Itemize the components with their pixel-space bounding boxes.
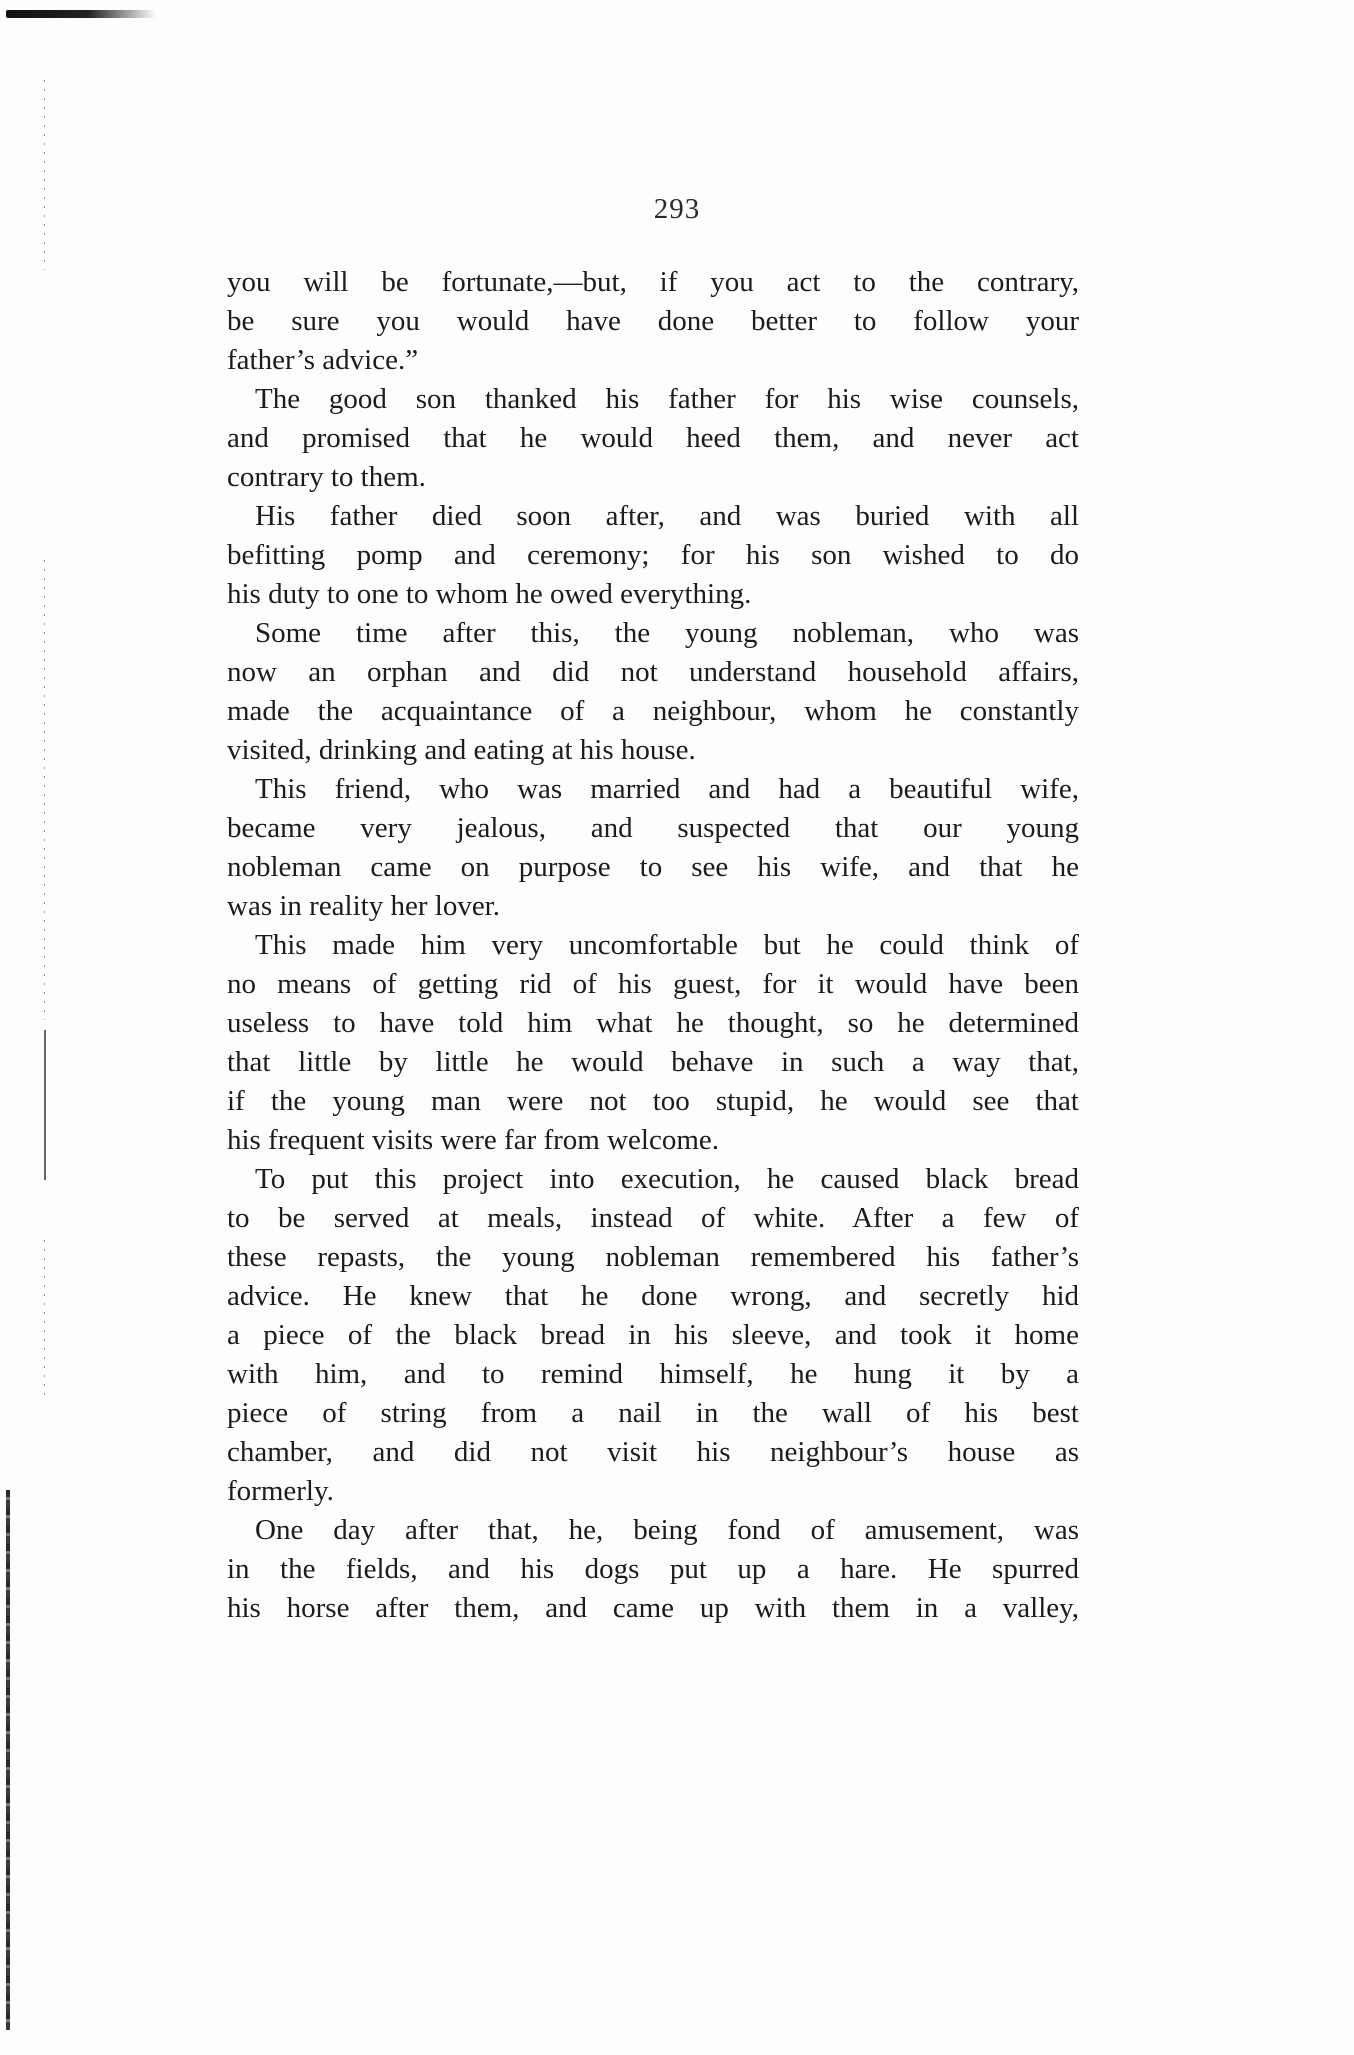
text-line: that little by little he would behave in such a way that, [227, 1046, 1079, 1078]
text-line: with him, and to remind himself, he hung it by a [227, 1358, 1079, 1390]
text-line: visited, drinking and eating at his house. [227, 734, 696, 766]
scan-artifact-dots [44, 560, 45, 1020]
text-line: be sure you would have done better to follow your [227, 305, 1079, 337]
text-line: in the fields, and his dogs put up a hare. He spurred [227, 1553, 1079, 1585]
text-line: became very jealous, and suspected that our young [227, 812, 1079, 844]
paragraph-7 [227, 1160, 1079, 1511]
paragraph-1 [227, 263, 1079, 380]
scan-artifact-edge [44, 1030, 46, 1180]
text-line: his duty to one to whom he owed everything. [227, 578, 752, 610]
scan-artifact-dots [44, 1240, 45, 1400]
text-line: made the acquaintance of a neighbour, whom he constantly [227, 695, 1079, 727]
text-line: One day after that, he, being fond of amusement, was [255, 1514, 1079, 1546]
text-line: to be served at meals, instead of white. After a few of [227, 1202, 1079, 1234]
text-line: The good son thanked his father for his wise counsels, [255, 383, 1079, 415]
scan-artifact-streak [6, 10, 156, 18]
text-line: nobleman came on purpose to see his wife, and that he [227, 851, 1079, 883]
paragraph-5 [227, 770, 1079, 926]
paragraph-4 [227, 614, 1079, 770]
text-line: This made him very uncomfortable but he could think of [255, 929, 1079, 961]
text-line: you will be fortunate,—but, if you act to the contrary, [227, 266, 1079, 298]
text-line: befitting pomp and ceremony; for his son wished to do [227, 539, 1079, 571]
text-line: these repasts, the young nobleman remembered his father’s [227, 1241, 1079, 1273]
text-line: contrary to them. [227, 461, 426, 493]
text-line: To put this project into execution, he caused black bread [255, 1163, 1079, 1195]
text-line: father’s advice.” [227, 344, 419, 376]
paragraph-2 [227, 380, 1079, 497]
text-line: useless to have told him what he thought, so he determined [227, 1007, 1079, 1039]
paragraph-6 [227, 926, 1079, 1160]
text-line: piece of string from a nail in the wall of his best [227, 1397, 1079, 1429]
paragraph-8 [227, 1511, 1079, 1628]
text-line: His father died soon after, and was buried with all [255, 500, 1079, 532]
text-line: was in reality her lover. [227, 890, 500, 922]
text-line: advice. He knew that he done wrong, and secretly hid [227, 1280, 1079, 1312]
text-line: and promised that he would heed them, and never act [227, 422, 1079, 454]
text-line: chamber, and did not visit his neighbour’s house as [227, 1436, 1079, 1468]
text-line: his horse after them, and came up with them in a valley, [227, 1592, 1079, 1624]
text-line: if the young man were not too stupid, he would see that [227, 1085, 1079, 1117]
scan-artifact-dots [44, 80, 45, 270]
text-line: now an orphan and did not understand household affairs, [227, 656, 1079, 688]
scan-artifact-edge [6, 1490, 10, 2030]
body-text [227, 263, 1079, 1628]
text-line: Some time after this, the young nobleman, who was [255, 617, 1079, 649]
paragraph-3 [227, 497, 1079, 614]
page-number: 293 [653, 193, 701, 225]
text-line: his frequent visits were far from welcome. [227, 1124, 720, 1156]
text-line: formerly. [227, 1475, 334, 1507]
text-line: no means of getting rid of his guest, for it would have been [227, 968, 1079, 1000]
text-line: a piece of the black bread in his sleeve, and took it home [227, 1319, 1079, 1351]
text-line: This friend, who was married and had a beautiful wife, [255, 773, 1079, 805]
